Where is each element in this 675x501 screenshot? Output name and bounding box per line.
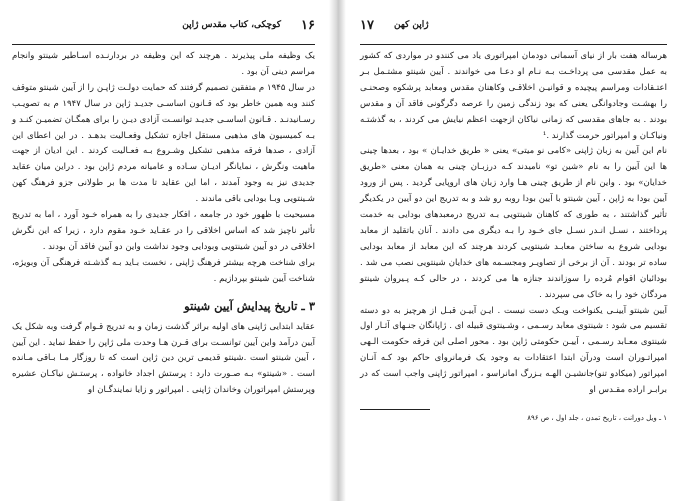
right-page-header-title: ژاپن کهن (394, 20, 429, 30)
book-gutter (329, 0, 346, 501)
paragraph: یک وظیفه ملی پیذیرند . هرچند که این وظیفه در بردارنـده اسـاطیر شینتو وانجام مراسم دینی آن بود . (12, 51, 315, 77)
paragraph: در سال ۱۹۴۵ م متفقین تصمیم گرفتند که حمایت دولـت ژاپـن را از آیین شینتو متوقف کنند وبه همین خاطر بود که قـانون اساسـی جدیـد ژاپن در سال ۱۹۴۷ م به تصویـب رسـانیدنـد . قـانون اساسـی جدیـد توانسـت آزادی دیـن را برای همگـان تضمیـن کنـد و بـه کمیسیون های مذهبی مستقل اجازه تشکیل وفعـالیت بدهـد . در این اعطای این آزادی ، صدها فرقه مذهبی تشکیل وشـروع بـه فعـالیت کردند . این ادیان از جهت ماهیت ونگرش ، نمایانگر ادیـان سـاده و عامیانه مردم ژاپن بود . دراین میان عقاید جدیدی نیز به وجود آمدند ، اما این عقاید تا مدت ها بر طولانی جزو فرهنگ کهن شـینتویی وبـا بودایی باقی ماندند . (12, 82, 316, 205)
paragraph: هرساله هفت بار از نیای آسمانی دودمان امپراتوری یاد می کنندو در مواردی که کشور به عمل مقدسی می پرداخـت بـه نـام او دعـا می خواندند . آیین شینتو مشتـمل بـر اعتـقادات ومراسم پیچیده و قوانیـن اخلاقـی وکاهنان مقدس ومعابد پرشکوه وصحنـی را بهشـت وجادوانگی یعنی که بود زندگی زمین را عرصه دگرگونی فاقد آن و مقدس بودند . به جاهای مقدسی که زمانی نیاکان ازجهت اعظم نیایش می کردند ، به گذشتـه ونیاکـان و امپراتور حرمت گذارند .¹ (360, 51, 667, 141)
left-page (0, 0, 329, 501)
footnote-divider (360, 409, 430, 410)
left-page-header (12, 16, 315, 45)
right-page (346, 0, 675, 501)
right-page-body (360, 49, 667, 399)
paragraph: مسیحیت با ظهور خود در جامعه ، افکار جدیدی را به همراه خـود آورد ، اما به تدریج تأثیر ناچیز شد که اساس اخلاقی را در عقـاید خـود مقوم دارد ، زیرا که این نگرش اخلاقی در دو آیین شینتویی وبودایی وجود نداشت واین دو آیین فاقد آن بودند . (12, 210, 315, 252)
paragraph: آیین شینتو آیینـی یکنواخت ویـک دست نیست . ایـن آییـن قبـل از هرچیز به دو دسته تقسیم می شود : شینتوی معابد رسـمی ، وشـینتوی قبیله ای . ژاپانگان جنـهای آثـار اول شینتوی معـابد رسـمی ، آییـن حکومتی ژاپن بود . محور اصلی این فرقه حکومت الـهی امپراتـوران است ودرآن ابتدا اعتقادات به وجود یک فرمانروای حاکم بود کـه آنـان امپراتور (میکادو تنو)جانشیـن الهـه بـزرگ امانراسو ، امپراتور ژاپنی واجب است که در برابـر اراده مقـدس او (360, 305, 667, 396)
footnote: ۱ ـ ویل دورانت ، تاریخ تمدن ، جلد اول ، ص ۸۹۶ (527, 413, 667, 422)
paragraph: نام این آیین به زبان ژاپنی «کامی نو میتی» یعنی « طریق خدایـان » بود ، بعدها چینی ها این آیین را به نام «شین تو» نامیدند کـه درزبـان چینی به همان معنی «طریق خدایان» بود . واین نام از طریق چینی هـا وارد زبان های اروپایی گردید . پس از ورود آیین بودا به ژاپن ، آیین شینتو با آیین بودا روبه رو شد و به تدریج این دو آیین در یکدیگر تأثیر گذاشتند ، به طوری که کاهنان شینتویی بـه تدریج درمعبدهای بودایی به خدمت پرداختند ، نسـل انـدر نسـل جای خـود را بـه دیگری می دادند . آنان باتقلید از معابد بودایی شروع به ساختن معابـد شینتویی کردند هرچند که این معابد از معابد بودایی ساده تر بودند . آن از برخی از تصاویـر ومجسـمه های خدایان شینتویی نصب می شد . بودائیان اقوام مُرده را سوزاندند جنازه ها می کردند ، در حالی کـه پـیروان شینتو مردگان خود را به خاک می سپردند . (360, 146, 667, 300)
right-page-number: ۱۷ (360, 18, 374, 33)
paragraph: عقاید ابتدایی ژاپنی های اولیه براثر گذشت زمان و به تدریج قـوام گرفت وبه شکل یک آیین درآمد واین آیین توانسـت برای قـرن هـا وحدت ملی ژاپن را حفظ نماید . این آیین ، آیین شینتو است .شینتو قدیمی ترین دین ژاپن است که تا روزگار مـا بـاقی مـانده است . «شینتو» بـه صـورت دارد : پرستش اجداد خانواده ، پرستـش نیاکـان عشیره وپرستش امپراتوران وخاندان ژاپنی . امپراتور و زایا نمایندگـان او (12, 321, 315, 396)
paragraph: برای شناخت هرچه بیشتر فرهنگ ژاپنی ، نخست بـاید بـه گذشـته فرهنگی آن وبویژه، شناخت آیین شینتو بپردازیم . (12, 257, 315, 284)
right-page-header (360, 16, 667, 45)
left-page-body (12, 49, 315, 399)
left-page-number: ۱۶ (301, 18, 315, 33)
left-page-header-title: کوچکی، کتاب مقدس ژاپن (182, 20, 281, 30)
section-heading: ۳ ـ تاریخ پیدایش آیین شینتو (184, 298, 315, 313)
